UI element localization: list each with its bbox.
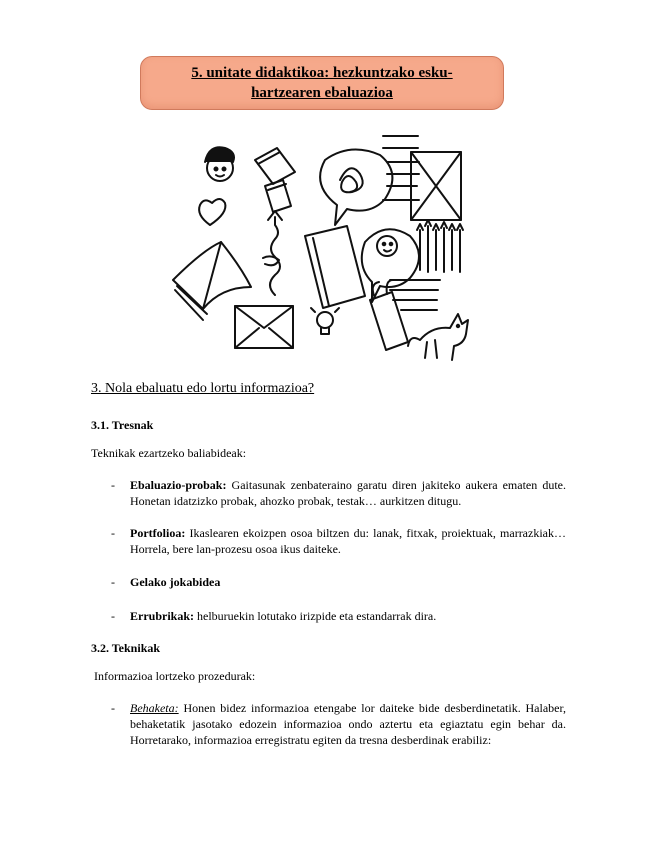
- subsection-heading-teknikak: 3.2. Teknikak: [91, 641, 161, 655]
- list-text: helburuekin lotutako irizpide eta estandarrak dira.: [194, 609, 437, 623]
- list-dash: -: [111, 526, 115, 540]
- smiley-bubble-icon: [362, 229, 419, 302]
- list-term: Ebaluazio-probak:: [130, 478, 227, 492]
- list-item: [111, 525, 566, 557]
- list-term: Behaketa:: [130, 701, 179, 715]
- heart-icon: [199, 199, 225, 225]
- cat-icon: [408, 314, 468, 360]
- list-item: [111, 574, 566, 590]
- subsection-heading-tresnak: 3.1. Tresnak: [91, 418, 154, 432]
- envelope-icon: [235, 306, 293, 348]
- list-item: [111, 477, 566, 509]
- list-item: [111, 700, 566, 748]
- lightbulb-icon: [311, 308, 339, 334]
- list-term: Errubrikak:: [130, 609, 195, 623]
- list-dash: -: [111, 701, 115, 715]
- speech-bubble-icon: [320, 150, 392, 225]
- illustration: [165, 130, 475, 362]
- notebook-icon-2: [305, 226, 365, 308]
- list-term: Portfolioa:: [130, 526, 186, 540]
- pencils-icon: [417, 220, 463, 272]
- list-term: Gelako jokabidea: [130, 575, 221, 589]
- image-placeholder-icon: [411, 152, 461, 220]
- page-title: 5. unitate didaktikoa: hezkuntzako esku-hartzearen ebaluazioa: [191, 65, 453, 101]
- list-text: Honen bidez informazioa etengabe lor daiteke bide desberdinetatik. Halaber, behaketatik jasotako edozein informazioa ondo aztertu eta egiaztatu egin behar da. Horretarako, informazioa erregistratu egiten da tresna desberdinak erabiliz:: [130, 701, 566, 747]
- list-dash: -: [111, 575, 115, 589]
- section-heading: 3. Nola ebaluatu edo lortu informazioa?: [91, 381, 315, 396]
- list-dash: -: [111, 609, 115, 623]
- list-item: [111, 608, 566, 624]
- tresnak-intro: Teknikak ezartzeko baliabideak:: [91, 446, 247, 460]
- text-lines-icon-2: [390, 280, 440, 310]
- swirl-arrow-icon: [263, 211, 282, 295]
- list-text: Ikaslearen ekoizpen osoa biltzen du: lanak, fitxak, proiektuak, marrazkiak… Horrela, bere lan-prozesu osoa ikus daiteke.: [130, 526, 566, 556]
- list-dash: -: [111, 478, 115, 492]
- list-text: Gaitasunak zenbateraino garatu diren jakiteko aukera ematen dute. Honetan idatzizko probak, ahozko probak, testak… aurkitzen ditugu.: [130, 478, 566, 508]
- notebook-icon: [255, 148, 295, 212]
- text-lines-icon: [383, 136, 419, 200]
- title-box: [140, 56, 504, 110]
- teknikak-intro: Informazioa lortzeko prozedurak:: [94, 669, 256, 683]
- person-face-icon: [205, 147, 234, 181]
